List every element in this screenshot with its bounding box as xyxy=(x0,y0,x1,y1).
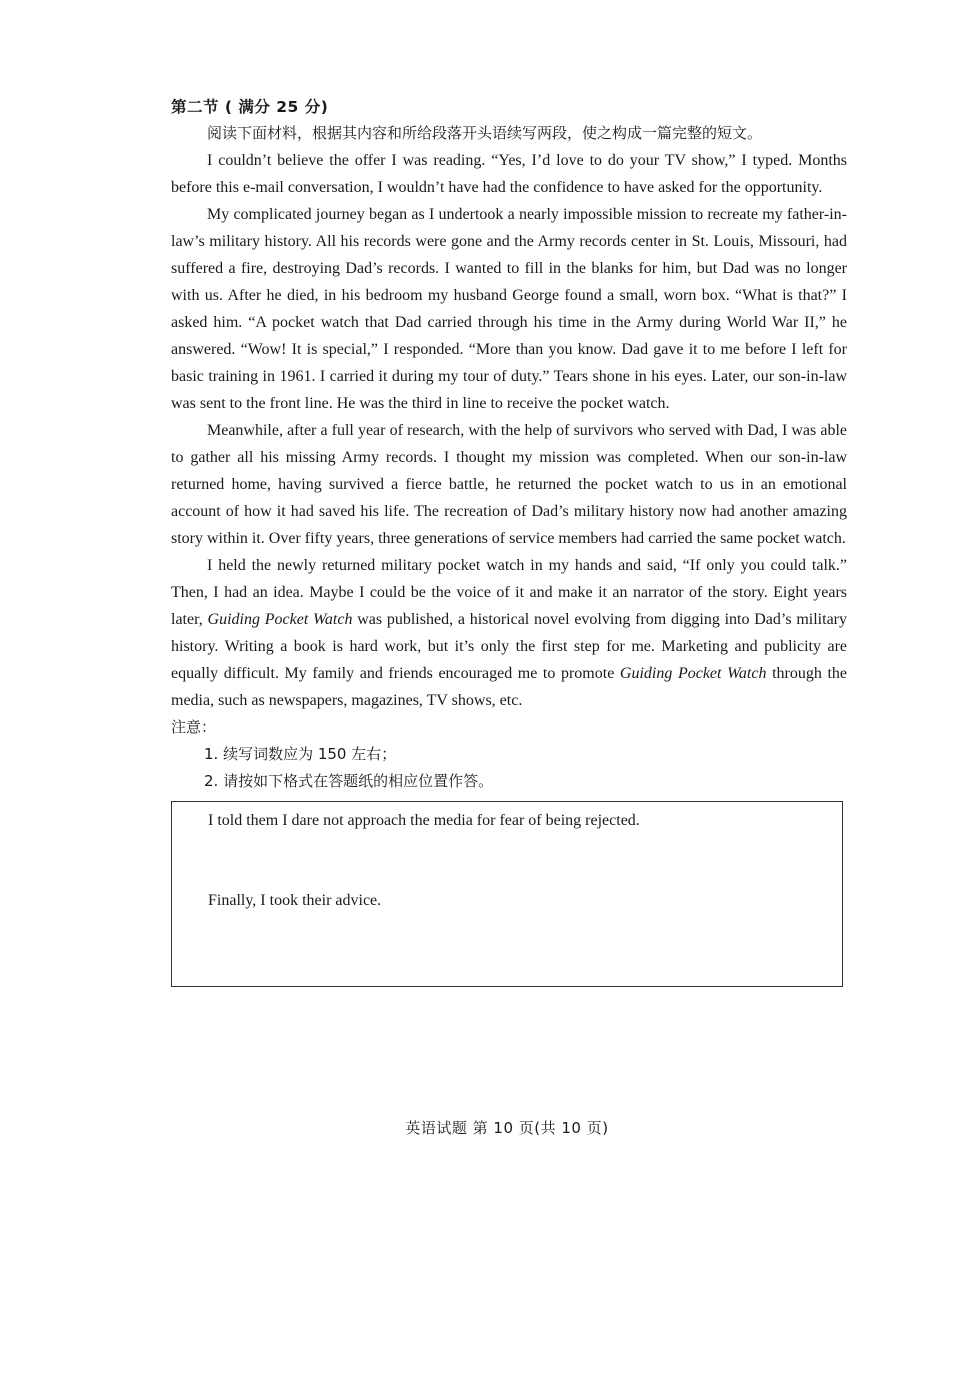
paragraph-3-text: Meanwhile, after a full year of research, with the help of survivors who served with Dad, I was able to gather all his missing Army records. I thought my mission was completed. When our son-in-law returned home, having survived a fierce battle, he returned the pocket watch to us in an emotional account of how it had saved his life. The recreation of Dad’s military history now had another amazing story within it. Over fifty years, three generations of service members had carried the same pocket watch. xyxy=(171,422,847,547)
opening-sentence-1: I told them I dare not approach the media for fear of being rejected. xyxy=(208,812,640,829)
paragraph-2-text: My complicated journey began as I undertook a nearly impossible mission to recreate my father-in-law’s military history. All his records were gone and the Army records center in St. Louis, Missouri, had suffered a fire, destroying Dad’s records. I wanted to fill in the blanks for him, but Dad was no longer with us. After he died, in his bedroom my husband George found a small, worn box. “What is that?” I asked him. “A pocket watch that Dad carried through his time in the Army during World War II,” he answered. “Wow! It is special,” I responded. “More than you know. Dad gave it to me before I left for basic training in 1961. I carried it during my tour of duty.” Tears shone in his eyes. Later, our son-in-law was sent to the front line. He was the third in line to receive the pocket watch. xyxy=(171,206,847,412)
paragraph-4 xyxy=(171,552,847,714)
paragraph-4-text-middle: was published, a historical novel evolving from digging into Dad’s military history. Writing a book is hard work, but it’s only the first step for me. Marketing and publicity are equally difficult. My family and friends encouraged me to promote xyxy=(171,611,847,682)
paragraph-4-text-before: I held the newly returned military pocket watch in my hands and said, “If only you could talk.” Then, I had an idea. Maybe I could be the voice of it and make it an narrator of the story. Eight years later, xyxy=(171,557,847,628)
instruction: 阅读下面材料，根据其内容和所给段落开头语续写两段，使之构成一篇完整的短文。 xyxy=(207,124,763,142)
exam-page xyxy=(171,94,847,987)
paragraph-3 xyxy=(171,417,847,552)
opening-sentence-2: Finally, I took their advice. xyxy=(208,892,382,909)
notes-label: 注意： xyxy=(171,718,217,736)
book-title: Guiding Pocket Watch xyxy=(619,665,767,682)
note-item: 1. 续写词数应为 150 左右； xyxy=(204,745,397,763)
paragraph-4-text-after: through the media, such as newspapers, magazines, TV shows, etc. xyxy=(171,665,848,709)
section-title: 第二节 ( 满分 25 分) xyxy=(171,98,329,116)
book-title: Guiding Pocket Watch xyxy=(207,611,353,628)
paragraph-2 xyxy=(171,201,847,417)
paragraph-1-text: I couldn’t believe the offer I was reading. “Yes, I’d love to do your TV show,” I typed. Months before this e-mail conversation, I wouldn’t have had the confidence to have asked for the opportunity. xyxy=(171,152,847,196)
answer-box xyxy=(171,801,843,987)
page-footer: 英语试题 第 10 页(共 10 页) xyxy=(405,1119,609,1137)
paragraph-1 xyxy=(171,147,847,201)
note-item: 2. 请按如下格式在答题纸的相应位置作答。 xyxy=(204,772,494,790)
